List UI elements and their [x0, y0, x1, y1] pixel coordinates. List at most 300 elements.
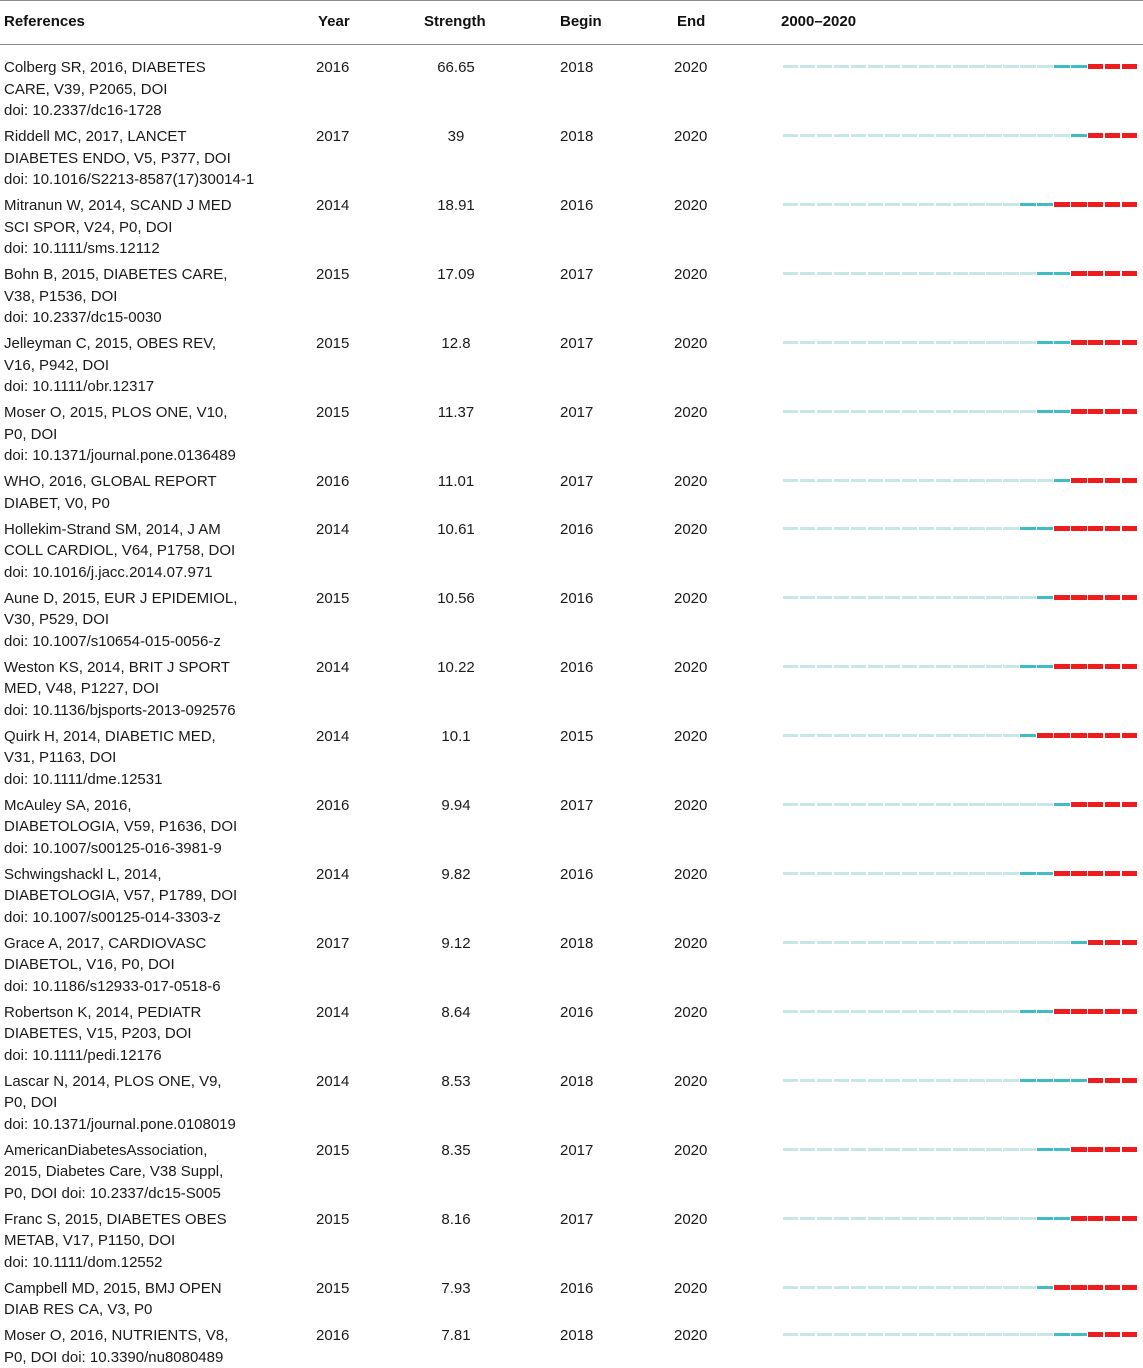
timeline-segment-inactive: [953, 1217, 968, 1220]
timeline-segment-inactive: [1020, 341, 1035, 344]
year-cell: 2014: [316, 864, 349, 886]
timeline-segment-inactive: [800, 65, 815, 68]
timeline-segment-inactive: [885, 272, 900, 275]
timeline-segment-inactive: [783, 665, 798, 668]
reference-line: Bohn B, 2015, DIABETES CARE,: [4, 264, 294, 286]
timeline-segment-inactive: [919, 527, 934, 530]
reference-line: Franc S, 2015, DIABETES OBES: [4, 1209, 294, 1231]
reference-line: Aune D, 2015, EUR J EPIDEMIOL,: [4, 588, 294, 610]
reference-line: doi: 10.1186/s12933-017-0518-6: [4, 976, 294, 998]
reference-line: doi: 10.1016/S2213-8587(17)30014-1: [4, 169, 294, 191]
reference-line: DIAB RES CA, V3, P0: [4, 1299, 294, 1321]
timeline-segment-inactive: [868, 803, 883, 806]
table-header: [0, 0, 1143, 44]
header-references: References: [4, 13, 85, 30]
timeline-segment-burst: [1071, 802, 1086, 807]
timeline-segment-active: [1054, 1333, 1069, 1336]
timeline-segment-inactive: [919, 65, 934, 68]
timeline-segment-inactive: [969, 527, 984, 530]
timeline-segment-inactive: [953, 203, 968, 206]
timeline-segment-inactive: [800, 272, 815, 275]
strength-cell: 7.93: [416, 1278, 496, 1300]
reference-line: P0, DOI doi: 10.2337/dc15-S005: [4, 1183, 294, 1205]
timeline-segment-inactive: [783, 410, 798, 413]
timeline-segment-burst: [1071, 409, 1086, 414]
timeline-segment-burst: [1105, 526, 1120, 531]
timeline-segment-inactive: [851, 203, 866, 206]
timeline-segment-burst: [1054, 871, 1069, 876]
timeline-segment-active: [1071, 941, 1086, 944]
end-cell: 2020: [674, 1071, 707, 1093]
timeline-segment-inactive: [1020, 1217, 1035, 1220]
reference-line: Riddell MC, 2017, LANCET: [4, 126, 294, 148]
timeline-segment-active: [1071, 1333, 1086, 1336]
end-cell: 2020: [674, 333, 707, 355]
reference-line: Mitranun W, 2014, SCAND J MED: [4, 195, 294, 217]
header-strength: Strength: [424, 13, 486, 30]
reference-line: COLL CARDIOL, V64, P1758, DOI: [4, 540, 294, 562]
timeline-segment-inactive: [936, 596, 951, 599]
timeline-segment-inactive: [936, 1148, 951, 1151]
timeline-segment-inactive: [1037, 803, 1052, 806]
timeline-segment-inactive: [902, 134, 917, 137]
timeline-segment-inactive: [800, 1333, 815, 1336]
timeline-segment-active: [1037, 1286, 1052, 1289]
timeline-segment-inactive: [834, 272, 849, 275]
timeline-segment-inactive: [936, 410, 951, 413]
timeline-segment-active: [1020, 734, 1035, 737]
timeline-segment-burst: [1122, 409, 1137, 414]
begin-cell: 2018: [560, 126, 593, 148]
timeline-segment-burst: [1088, 478, 1103, 483]
timeline-segment-inactive: [817, 65, 832, 68]
timeline-segment-inactive: [800, 134, 815, 137]
timeline-segment-inactive: [986, 341, 1001, 344]
timeline-segment-inactive: [851, 1217, 866, 1220]
timeline-segment-inactive: [817, 665, 832, 668]
timeline-segment-burst: [1122, 940, 1137, 945]
timeline-segment-inactive: [919, 1333, 934, 1336]
timeline-segment-inactive: [851, 527, 866, 530]
end-cell: 2020: [674, 1325, 707, 1347]
timeline-segment-inactive: [868, 872, 883, 875]
burst-timeline: [783, 526, 1139, 531]
reference-line: doi: 10.1111/dom.12552: [4, 1252, 294, 1274]
begin-cell: 2018: [560, 1325, 593, 1347]
reference-cell: [4, 1002, 294, 1067]
timeline-segment-inactive: [936, 1010, 951, 1013]
timeline-segment-inactive: [1020, 65, 1035, 68]
reference-line: doi: 10.1111/pedi.12176: [4, 1045, 294, 1067]
timeline-segment-inactive: [834, 1286, 849, 1289]
timeline-segment-burst: [1105, 133, 1120, 138]
timeline-segment-active: [1020, 527, 1035, 530]
timeline-segment-active: [1037, 203, 1052, 206]
timeline-segment-burst: [1088, 202, 1103, 207]
timeline-segment-inactive: [969, 596, 984, 599]
timeline-segment-burst: [1122, 1078, 1137, 1083]
timeline-segment-active: [1054, 1217, 1069, 1220]
timeline-segment-inactive: [919, 596, 934, 599]
reference-line: P0, DOI: [4, 424, 294, 446]
timeline-segment-burst: [1105, 1147, 1120, 1152]
timeline-segment-inactive: [851, 410, 866, 413]
timeline-segment-inactive: [783, 872, 798, 875]
timeline-segment-burst: [1105, 409, 1120, 414]
end-cell: 2020: [674, 588, 707, 610]
reference-line: Campbell MD, 2015, BMJ OPEN: [4, 1278, 294, 1300]
year-cell: 2014: [316, 1002, 349, 1024]
timeline-segment-inactive: [902, 665, 917, 668]
timeline-segment-inactive: [902, 941, 917, 944]
timeline-segment-inactive: [986, 1010, 1001, 1013]
burst-timeline: [783, 802, 1139, 807]
timeline-segment-inactive: [953, 941, 968, 944]
timeline-segment-active: [1054, 1148, 1069, 1151]
year-cell: 2015: [316, 264, 349, 286]
timeline-segment-inactive: [834, 803, 849, 806]
timeline-segment-inactive: [936, 1286, 951, 1289]
timeline-segment-inactive: [953, 734, 968, 737]
timeline-segment-inactive: [919, 872, 934, 875]
timeline-segment-inactive: [986, 272, 1001, 275]
reference-cell: [4, 333, 294, 398]
timeline-segment-inactive: [1003, 410, 1018, 413]
timeline-segment-inactive: [902, 1217, 917, 1220]
timeline-segment-inactive: [902, 596, 917, 599]
timeline-segment-burst: [1122, 1147, 1137, 1152]
end-cell: 2020: [674, 519, 707, 541]
timeline-segment-burst: [1088, 271, 1103, 276]
timeline-segment-burst: [1071, 1147, 1086, 1152]
timeline-segment-inactive: [1020, 410, 1035, 413]
timeline-segment-active: [1037, 1079, 1052, 1082]
timeline-segment-inactive: [936, 1217, 951, 1220]
timeline-segment-inactive: [936, 341, 951, 344]
timeline-segment-inactive: [783, 527, 798, 530]
timeline-segment-inactive: [885, 803, 900, 806]
timeline-segment-inactive: [868, 941, 883, 944]
timeline-segment-inactive: [986, 134, 1001, 137]
reference-line: Moser O, 2016, NUTRIENTS, V8,: [4, 1325, 294, 1347]
strength-cell: 8.16: [416, 1209, 496, 1231]
timeline-segment-inactive: [969, 65, 984, 68]
timeline-segment-inactive: [1003, 1079, 1018, 1082]
timeline-segment-inactive: [868, 65, 883, 68]
burst-timeline: [783, 664, 1139, 669]
end-cell: 2020: [674, 1002, 707, 1024]
timeline-segment-inactive: [953, 665, 968, 668]
strength-cell: 10.1: [416, 726, 496, 748]
reference-line: doi: 10.1007/s00125-014-3303-z: [4, 907, 294, 929]
reference-line: Quirk H, 2014, DIABETIC MED,: [4, 726, 294, 748]
timeline-segment-burst: [1071, 202, 1086, 207]
timeline-segment-inactive: [817, 1010, 832, 1013]
timeline-segment-inactive: [834, 1079, 849, 1082]
timeline-segment-burst: [1122, 202, 1137, 207]
reference-cell: [4, 726, 294, 791]
timeline-segment-burst: [1105, 202, 1120, 207]
timeline-segment-inactive: [936, 1079, 951, 1082]
strength-cell: 39: [416, 126, 496, 148]
timeline-segment-inactive: [868, 134, 883, 137]
timeline-segment-inactive: [1003, 1333, 1018, 1336]
timeline-segment-inactive: [919, 734, 934, 737]
year-cell: 2014: [316, 195, 349, 217]
timeline-segment-inactive: [885, 1079, 900, 1082]
timeline-segment-burst: [1122, 595, 1137, 600]
timeline-segment-inactive: [919, 341, 934, 344]
timeline-segment-inactive: [1003, 803, 1018, 806]
timeline-segment-inactive: [969, 1148, 984, 1151]
header-end: End: [677, 13, 705, 30]
timeline-segment-inactive: [919, 479, 934, 482]
timeline-segment-active: [1071, 1079, 1086, 1082]
end-cell: 2020: [674, 795, 707, 817]
timeline-segment-inactive: [1003, 1217, 1018, 1220]
timeline-segment-inactive: [986, 527, 1001, 530]
timeline-segment-inactive: [1037, 65, 1052, 68]
burst-timeline: [783, 595, 1139, 600]
reference-cell: [4, 933, 294, 998]
timeline-segment-inactive: [885, 1333, 900, 1336]
timeline-segment-inactive: [936, 1333, 951, 1336]
begin-cell: 2017: [560, 402, 593, 424]
timeline-segment-inactive: [817, 410, 832, 413]
timeline-segment-inactive: [1037, 941, 1052, 944]
timeline-segment-inactive: [919, 941, 934, 944]
timeline-segment-inactive: [1020, 803, 1035, 806]
reference-line: doi: 10.1136/bjsports-2013-092576: [4, 700, 294, 722]
timeline-segment-active: [1037, 527, 1052, 530]
timeline-segment-burst: [1088, 940, 1103, 945]
timeline-segment-inactive: [1003, 527, 1018, 530]
timeline-segment-inactive: [936, 479, 951, 482]
timeline-segment-active: [1037, 341, 1052, 344]
reference-line: doi: 10.1007/s10654-015-0056-z: [4, 631, 294, 653]
timeline-segment-burst: [1088, 340, 1103, 345]
timeline-segment-burst: [1088, 802, 1103, 807]
timeline-segment-inactive: [1037, 134, 1052, 137]
timeline-segment-active: [1054, 341, 1069, 344]
begin-cell: 2017: [560, 471, 593, 493]
timeline-segment-inactive: [834, 410, 849, 413]
reference-line: doi: 10.1007/s00125-016-3981-9: [4, 838, 294, 860]
timeline-segment-inactive: [800, 734, 815, 737]
end-cell: 2020: [674, 657, 707, 679]
timeline-segment-inactive: [919, 203, 934, 206]
timeline-segment-burst: [1105, 871, 1120, 876]
timeline-segment-active: [1054, 65, 1069, 68]
timeline-segment-inactive: [885, 872, 900, 875]
timeline-segment-inactive: [885, 527, 900, 530]
timeline-segment-inactive: [783, 1010, 798, 1013]
strength-cell: 9.94: [416, 795, 496, 817]
year-cell: 2014: [316, 519, 349, 541]
strength-cell: 66.65: [416, 57, 496, 79]
timeline-segment-inactive: [783, 1148, 798, 1151]
year-cell: 2016: [316, 57, 349, 79]
reference-line: doi: 10.1111/dme.12531: [4, 769, 294, 791]
reference-line: WHO, 2016, GLOBAL REPORT: [4, 471, 294, 493]
timeline-segment-inactive: [902, 872, 917, 875]
timeline-segment-burst: [1105, 340, 1120, 345]
reference-cell: [4, 195, 294, 260]
timeline-segment-inactive: [868, 1010, 883, 1013]
end-cell: 2020: [674, 933, 707, 955]
timeline-segment-burst: [1122, 664, 1137, 669]
timeline-segment-active: [1054, 272, 1069, 275]
timeline-segment-burst: [1122, 871, 1137, 876]
timeline-segment-burst: [1105, 1285, 1120, 1290]
timeline-segment-inactive: [783, 203, 798, 206]
timeline-segment-inactive: [817, 134, 832, 137]
timeline-segment-burst: [1122, 340, 1137, 345]
reference-line: 2015, Diabetes Care, V38 Suppl,: [4, 1161, 294, 1183]
timeline-segment-inactive: [817, 941, 832, 944]
timeline-segment-burst: [1054, 1009, 1069, 1014]
timeline-segment-inactive: [986, 1148, 1001, 1151]
begin-cell: 2017: [560, 264, 593, 286]
reference-cell: [4, 519, 294, 584]
reference-line: MED, V48, P1227, DOI: [4, 678, 294, 700]
reference-line: McAuley SA, 2016,: [4, 795, 294, 817]
end-cell: 2020: [674, 264, 707, 286]
timeline-segment-burst: [1054, 595, 1069, 600]
timeline-segment-inactive: [783, 272, 798, 275]
timeline-segment-inactive: [936, 527, 951, 530]
timeline-segment-inactive: [817, 596, 832, 599]
timeline-segment-inactive: [885, 203, 900, 206]
header-begin: Begin: [560, 13, 602, 30]
timeline-segment-inactive: [919, 665, 934, 668]
timeline-segment-active: [1037, 872, 1052, 875]
strength-cell: 9.82: [416, 864, 496, 886]
timeline-segment-inactive: [851, 941, 866, 944]
timeline-segment-inactive: [1037, 479, 1052, 482]
reference-line: Grace A, 2017, CARDIOVASC: [4, 933, 294, 955]
strength-cell: 12.8: [416, 333, 496, 355]
timeline-segment-inactive: [986, 1217, 1001, 1220]
begin-cell: 2016: [560, 1278, 593, 1300]
timeline-segment-burst: [1071, 871, 1086, 876]
timeline-segment-burst: [1122, 1216, 1137, 1221]
timeline-segment-inactive: [783, 341, 798, 344]
timeline-segment-inactive: [919, 1079, 934, 1082]
timeline-segment-inactive: [834, 1333, 849, 1336]
timeline-segment-inactive: [986, 1333, 1001, 1336]
timeline-segment-burst: [1105, 595, 1120, 600]
timeline-segment-inactive: [1003, 65, 1018, 68]
timeline-segment-inactive: [902, 734, 917, 737]
timeline-segment-inactive: [986, 941, 1001, 944]
end-cell: 2020: [674, 471, 707, 493]
timeline-segment-inactive: [851, 596, 866, 599]
timeline-segment-inactive: [885, 941, 900, 944]
timeline-segment-inactive: [817, 872, 832, 875]
timeline-segment-burst: [1122, 802, 1137, 807]
timeline-segment-inactive: [868, 479, 883, 482]
timeline-segment-inactive: [800, 1217, 815, 1220]
timeline-segment-inactive: [969, 203, 984, 206]
timeline-segment-inactive: [800, 1286, 815, 1289]
timeline-segment-burst: [1071, 340, 1086, 345]
reference-line: DIABETES, V15, P203, DOI: [4, 1023, 294, 1045]
reference-cell: [4, 1140, 294, 1205]
burst-timeline: [783, 133, 1139, 138]
timeline-segment-inactive: [953, 1333, 968, 1336]
timeline-segment-inactive: [834, 1148, 849, 1151]
timeline-segment-inactive: [851, 1333, 866, 1336]
timeline-segment-burst: [1071, 664, 1086, 669]
timeline-segment-inactive: [969, 1333, 984, 1336]
strength-cell: 17.09: [416, 264, 496, 286]
timeline-segment-inactive: [868, 1333, 883, 1336]
reference-cell: [4, 657, 294, 722]
timeline-segment-inactive: [783, 479, 798, 482]
begin-cell: 2016: [560, 864, 593, 886]
timeline-segment-burst: [1054, 1285, 1069, 1290]
timeline-segment-inactive: [783, 803, 798, 806]
timeline-segment-burst: [1122, 478, 1137, 483]
timeline-segment-inactive: [986, 410, 1001, 413]
timeline-segment-active: [1037, 665, 1052, 668]
timeline-segment-inactive: [783, 1217, 798, 1220]
timeline-segment-inactive: [851, 734, 866, 737]
timeline-segment-inactive: [1020, 272, 1035, 275]
timeline-segment-inactive: [953, 1148, 968, 1151]
timeline-segment-inactive: [902, 410, 917, 413]
timeline-segment-inactive: [953, 134, 968, 137]
timeline-segment-inactive: [834, 596, 849, 599]
timeline-segment-inactive: [953, 410, 968, 413]
timeline-segment-inactive: [953, 803, 968, 806]
reference-line: doi: 10.1371/journal.pone.0136489: [4, 445, 294, 467]
timeline-segment-inactive: [953, 527, 968, 530]
timeline-segment-inactive: [783, 596, 798, 599]
timeline-segment-active: [1054, 479, 1069, 482]
reference-cell: [4, 1071, 294, 1136]
timeline-segment-inactive: [986, 1286, 1001, 1289]
reference-line: DIABETOLOGIA, V57, P1789, DOI: [4, 885, 294, 907]
timeline-segment-inactive: [936, 803, 951, 806]
timeline-segment-inactive: [969, 665, 984, 668]
timeline-segment-inactive: [986, 665, 1001, 668]
timeline-segment-inactive: [969, 341, 984, 344]
timeline-segment-burst: [1105, 64, 1120, 69]
header-year: Year: [318, 13, 350, 30]
timeline-segment-inactive: [902, 479, 917, 482]
timeline-segment-inactive: [969, 1010, 984, 1013]
timeline-segment-inactive: [969, 410, 984, 413]
timeline-segment-inactive: [885, 1286, 900, 1289]
burst-timeline: [783, 478, 1139, 483]
timeline-segment-inactive: [986, 734, 1001, 737]
year-cell: 2014: [316, 1071, 349, 1093]
timeline-segment-inactive: [834, 341, 849, 344]
timeline-segment-inactive: [851, 1148, 866, 1151]
timeline-segment-active: [1037, 410, 1052, 413]
timeline-segment-inactive: [902, 803, 917, 806]
timeline-segment-inactive: [902, 1286, 917, 1289]
timeline-segment-inactive: [817, 734, 832, 737]
strength-cell: 8.35: [416, 1140, 496, 1162]
timeline-segment-inactive: [800, 872, 815, 875]
timeline-segment-inactive: [969, 272, 984, 275]
timeline-segment-inactive: [919, 1148, 934, 1151]
reference-cell: [4, 402, 294, 467]
reference-cell: [4, 264, 294, 329]
